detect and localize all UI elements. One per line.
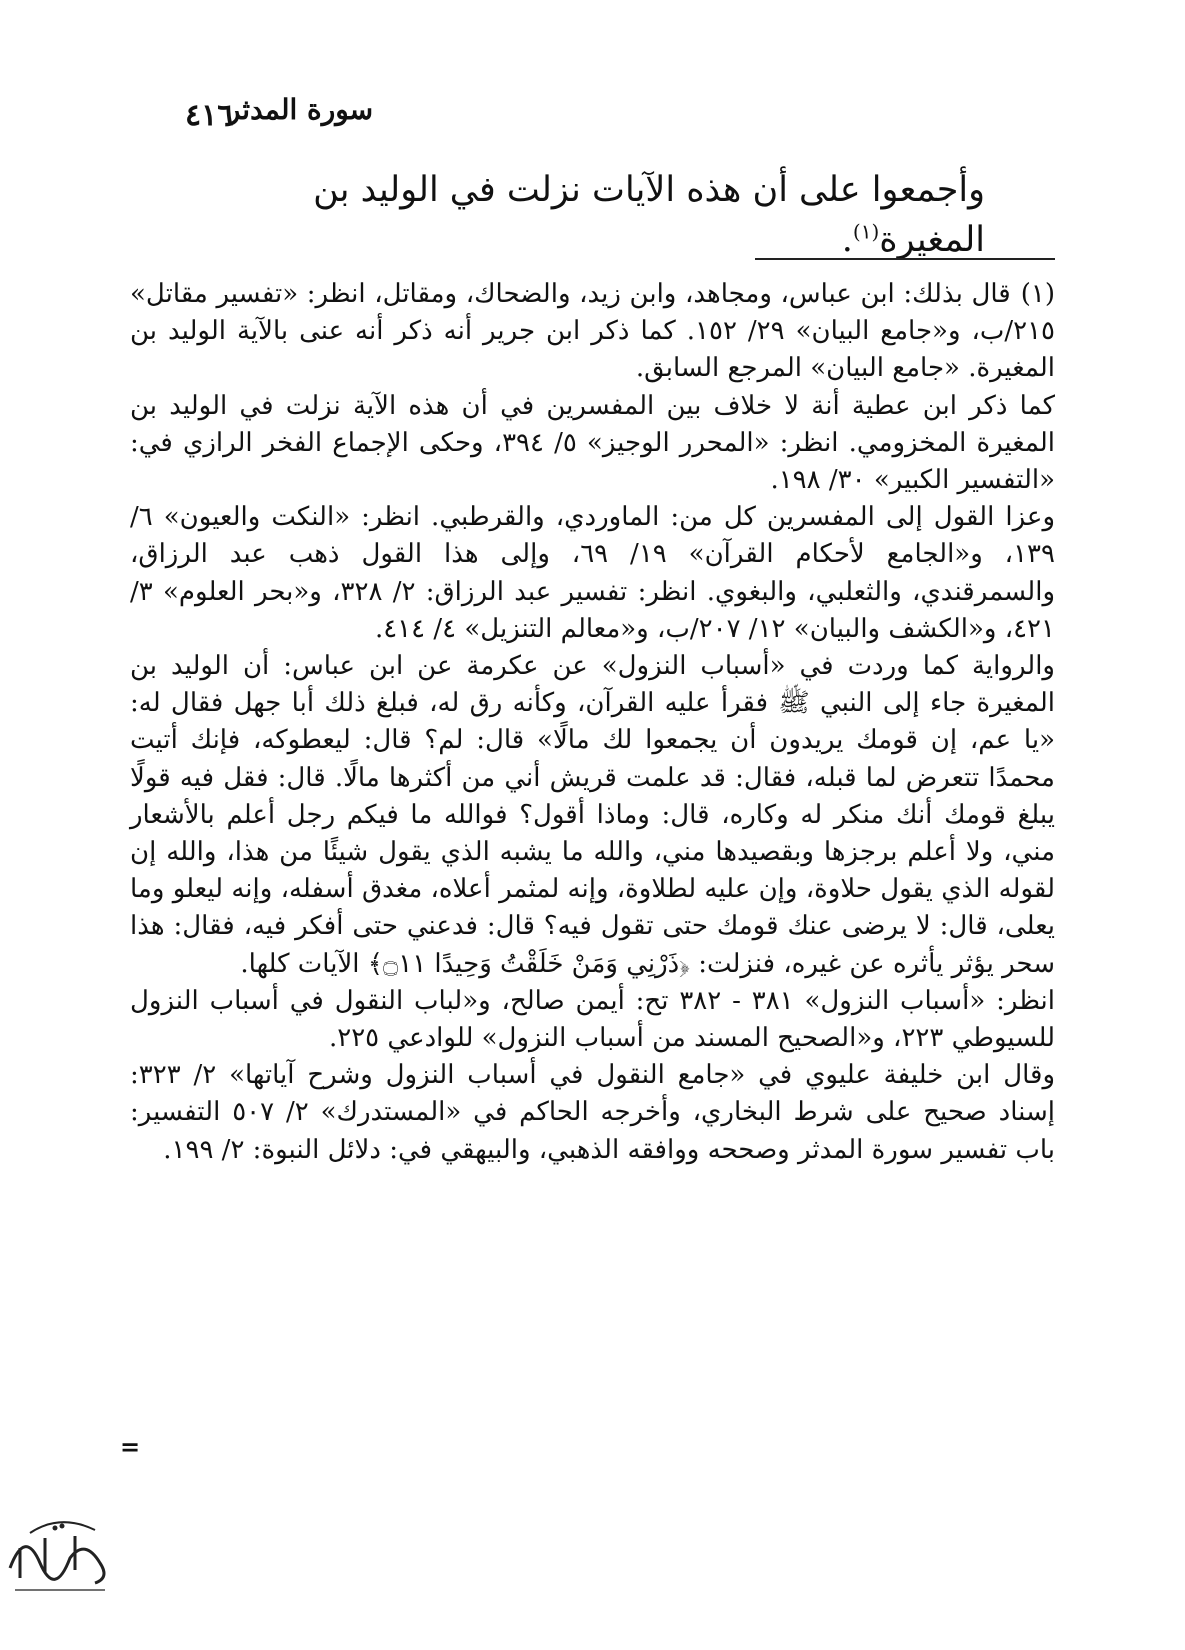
main-text-end: .	[841, 220, 853, 260]
footnote-reference: (١)	[852, 219, 880, 244]
continuation-mark: =	[120, 1432, 141, 1461]
surah-title: سورة المدثر	[226, 93, 374, 126]
footnote-paragraph	[130, 276, 1055, 388]
main-text-body: وأجمعوا على أن هذه الآيات نزلت في الوليد بن المغيرة	[313, 170, 985, 260]
footnote-separator	[755, 258, 1055, 260]
footnote-paragraph: كما ذكر ابن عطية أنة لا خلاف بين المفسرين في أن هذه الآية نزلت في الوليد بن المغيرة المخزومي. انظر: «المحرر الوجيز» ٥/ ٣٩٤، وحكى الإجماع الفخر الرازي في: «التفسير الكبير» ٣٠/ ١٩٨.	[130, 390, 1055, 496]
page-number: ٤١٦	[185, 98, 234, 133]
footnote-paragraph: انظر: «أسباب النزول» ٣٨١ - ٣٨٢ تح: أيمن صالح، و«لباب النقول في أسباب النزول للسيوطي ٢٢٣، و«الصحيح المسند من أسباب النزول» للوادعي ٢٢٥.	[130, 985, 1055, 1054]
footnote-paragraph: وعزا القول إلى المفسرين كل من: الماوردي، والقرطبي. انظر: «النكت والعيون» ٦/ ١٣٩، و«الجامع لأحكام القرآن» ١٩/ ٦٩، وإلى هذا القول ذهب عبد الرزاق، والسمرقندي، والثعلبي، والبغوي. انظر: تفسير عبد الرزاق: ٢/ ٣٢٨، و«بحر العلوم» ٣/ ٤٢١، و«الكشف والبيان» ١٢/ ٢٠٧/ب، و«معالم التنزيل» ٤/ ٤١٤.	[130, 502, 1055, 644]
footnote-paragraph-text: قال بذلك: ابن عباس، ومجاهد، وابن زيد، والضحاك، ومقاتل، انظر: «تفسير مقاتل» ٢١٥/ب، و«جامع البيان» ٢٩/ ١٥٢. كما ذكر ابن جرير أنه ذكر أنه عنى بالآية الوليد بن المغيرة. «جامع البيان» المرجع السابق.	[130, 279, 1056, 384]
calligraphy-logo	[0, 1508, 120, 1598]
footnote-paragraph: والرواية كما وردت في «أسباب النزول» عن عكرمة عن ابن عباس: أن الوليد بن المغيرة جاء إلى النبي ﷺ فقرأ عليه القرآن، وكأنه رق له، فبلغ ذلك أبا جهل فقال له: «يا عم، إن قومك يريدون أن يجمعوا لك مالًا» قال: لم؟ قال: ليعطوكه، فإنك أتيت محمدًا تتعرض لما قبله، فقال: قد علمت قريش أني من أكثرها مالًا. قال: فقل فيه قولًا يبلغ قومك أنك منكر له وكاره، قال: وماذا أقول؟ فوالله ما فيكم رجل أعلم بالأشعار مني، ولا أعلم برجزها وبقصيدها مني، والله ما يشبه الذي يقول شيئًا من هذا، والله إن لقوله الذي يقول حلاوة، وإن عليه لطلاوة، وإنه لمثمر أعلاه، مغدق أسفله، وإنه ليعلو وما يعلى، قال: لا يرضى عنك قومك حتى تقول فيه؟ قال: فدعني حتى أفكر فيه، فقال: هذا سحر يؤثر يأثره عن غيره، فنزلت: ﴿ذَرْنِي وَمَنْ خَلَقْتُ وَحِيدًا ۝١١﴾ الآيات كلها.	[130, 651, 1055, 979]
footnote-block	[130, 276, 1055, 1169]
main-text	[160, 165, 985, 265]
footnote-marker: (١)	[1020, 279, 1055, 309]
footnote-paragraph: وقال ابن خليفة عليوي في «جامع النقول في أسباب النزول وشرح آياتها» ٢/ ٣٢٣: إسناد صحيح على شرط البخاري، وأخرجه الحاكم في «المستدرك» ٢/ ٥٠٧ التفسير: باب تفسير سورة المدثر وصححه ووافقه الذهبي، والبيهقي في: دلائل النبوة: ٢/ ١٩٩.	[130, 1060, 1056, 1165]
